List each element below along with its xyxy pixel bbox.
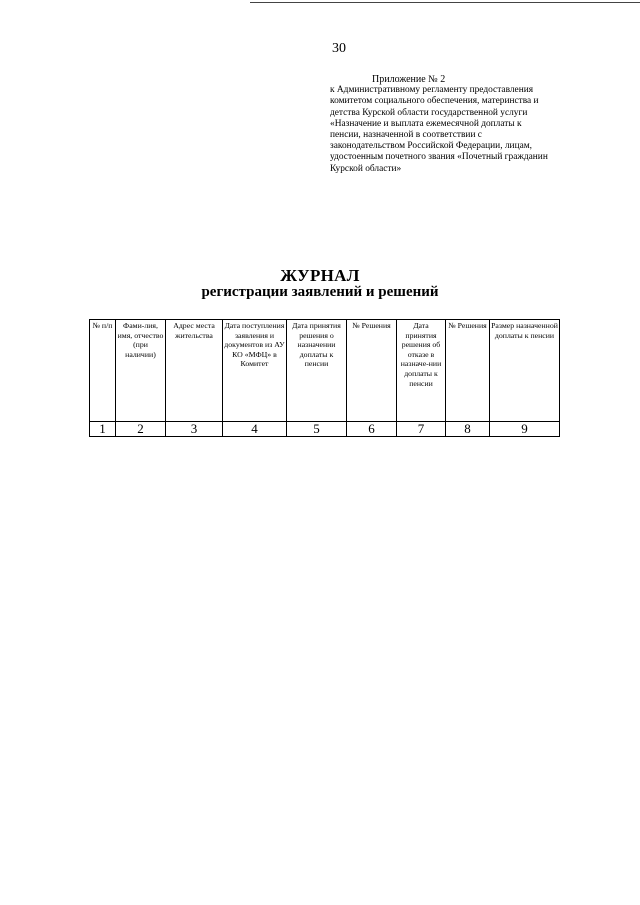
appendix-heading: Приложение № 2: [372, 74, 446, 85]
column-number-cell: 8: [446, 422, 490, 437]
column-number-cell: 4: [223, 422, 287, 437]
column-number-cell: 6: [347, 422, 397, 437]
appendix-line: законодательством Российской Федерации, лицам,: [330, 141, 533, 152]
header-cell: № Решения: [446, 320, 490, 422]
column-number-cell: 3: [166, 422, 223, 437]
header-cell: Размер назначенной доплаты к пенсии: [490, 320, 560, 422]
journal-title: ЖУРНАЛ: [280, 266, 360, 285]
appendix-line: «Назначение и выплата ежемесячной доплаты к: [330, 118, 522, 129]
column-number-cell: 7: [397, 422, 446, 437]
journal-subtitle: регистрации заявлений и решений: [201, 284, 439, 300]
appendix-line: детства Курской области государственной услуги: [330, 107, 528, 118]
table-header-row: [90, 320, 560, 422]
top-border-line: [250, 2, 640, 3]
column-number-row: [90, 422, 560, 437]
header-cell: Дата принятия решения о назначении доплаты к пенсии: [287, 320, 347, 422]
header-cell: Дата принятия решения об отказе в назначе-нии доплаты к пенсии: [397, 320, 446, 422]
header-cell: Фами-лия, имя, отчество (при наличии): [116, 320, 166, 422]
column-number-cell: 9: [490, 422, 560, 437]
header-cell: № п/п: [90, 320, 116, 422]
header-cell: Дата поступления заявления и документов из АУ КО «МФЦ» в Комитет: [223, 320, 287, 422]
column-number-cell: 5: [287, 422, 347, 437]
appendix-block: [330, 74, 630, 175]
column-number-cell: 1: [90, 422, 116, 437]
appendix-line: пенсии, назначенной в соответствии с: [330, 130, 482, 141]
appendix-line: удостоенным почетного звания «Почетный гражданин: [330, 152, 548, 163]
appendix-line: к Административному регламенту предоставления: [330, 85, 534, 96]
column-number-cell: 2: [116, 422, 166, 437]
header-cell: Адрес места жительства: [166, 320, 223, 422]
appendix-line: комитетом социального обеспечения, материнства и: [330, 96, 539, 107]
header-cell: № Решения: [347, 320, 397, 422]
registration-journal-table: [89, 319, 560, 437]
appendix-line: Курской области»: [330, 163, 402, 174]
page-number: 30: [332, 41, 346, 56]
